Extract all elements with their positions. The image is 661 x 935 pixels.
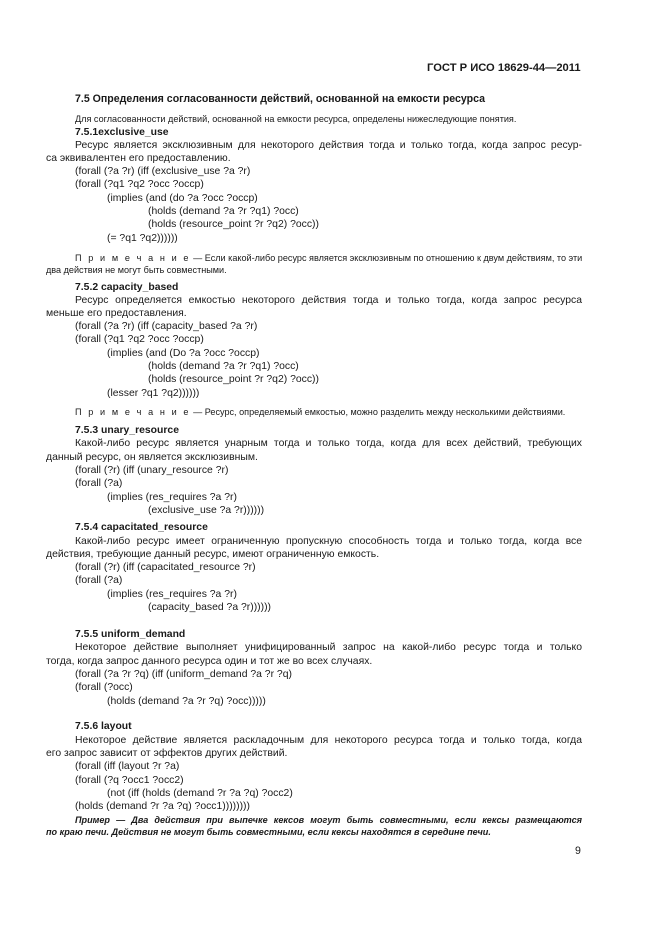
section-7-5-title: 7.5 Определения согласованности действий, основанной на емкости ресурса <box>75 93 486 105</box>
code-line: (= ?q1 ?q2)))))) <box>107 233 178 244</box>
section-7-5-4-definition-line-1: Какой-либо ресурс имеет ограниченную пропускную способность тогда и только тогда, когда все <box>75 536 582 547</box>
code-line: (implies (and (do ?a ?occ ?occp) <box>107 193 258 204</box>
note-label: П р и м е ч а н и е <box>75 253 191 263</box>
section-7-5-1-note-line-2: два действия не могут быть совместными. <box>46 265 227 275</box>
code-line: (holds (resource_point ?r ?q2) ?occ)) <box>148 374 319 385</box>
example-line-2: по краю печи. Действия не могут быть совместными, если кексы находятся в середине печи. <box>46 827 491 837</box>
section-7-5-2-definition-line-1: Ресурс определяется емкостью некоторого действия тогда и только тогда, когда запрос ресурса <box>75 295 582 306</box>
example-line-1: Пример — Два действия при выпечке кексов могут быть совместными, если кексы размещаются <box>75 815 582 825</box>
code-line: (forall (?a ?r) (iff (capacity_based ?a ?r) <box>75 321 258 332</box>
note-text: — Если какой-либо ресурс является эксклюзивным по отношению к двум действиям, то эти <box>190 253 583 263</box>
code-line: (holds (resource_point ?r ?q2) ?occ)) <box>148 219 319 230</box>
code-line: (not (iff (holds (demand ?r ?a ?q) ?occ2) <box>107 788 293 799</box>
code-line: (forall (?occ) <box>75 682 133 693</box>
section-7-5-6-definition-line-1: Некоторое действие является раскладочным для некоторого ресурса тогда и только тогда, когда <box>75 735 582 746</box>
code-line: (forall (?q1 ?q2 ?occ ?occp) <box>75 334 204 345</box>
section-7-5-6-title: 7.5.6 layout <box>75 721 132 732</box>
section-7-5-5-definition-line-2: тогда, когда запрос данного ресурса один и тот же во всех случаях. <box>46 656 373 667</box>
section-7-5-5-title: 7.5.5 uniform_demand <box>75 629 186 640</box>
code-line: (implies (res_requires ?a ?r) <box>107 492 237 503</box>
note-label: П р и м е ч а н и е <box>75 407 191 417</box>
section-7-5-2-definition-line-2: меньше его предоставления. <box>46 308 187 319</box>
section-7-5-1-title: 7.5.1exclusive_use <box>75 127 169 138</box>
code-line: (exclusive_use ?a ?r)))))) <box>148 505 265 516</box>
section-7-5-2-title: 7.5.2 capacity_based <box>75 282 179 293</box>
section-7-5-3-definition-line-1: Какой-либо ресурс является унарным тогда и только тогда, когда для всех действий, требующих <box>75 438 582 449</box>
section-7-5-6-definition-line-2: его запрос зависит от эффектов других действий. <box>46 748 288 759</box>
section-7-5-1-definition-line-1: Ресурс является эксклюзивным для некоторого действия тогда и только тогда, когда запрос ресур- <box>75 140 582 151</box>
section-7-5-4-definition-line-2: действия, требующие данный ресурс, имеют ограниченную емкость. <box>46 549 380 560</box>
section-7-5-5-definition-line-1: Некоторое действие выполняет унифицированный запрос на какой-либо ресурс тогда и только <box>75 642 582 653</box>
code-line: (forall (?r) (iff (capacitated_resource ?r) <box>75 562 256 573</box>
document-id-header: ГОСТ Р ИСО 18629-44—2011 <box>427 62 581 74</box>
section-7-5-intro: Для согласованности действий, основанной на емкости ресурса, определены нижеследующие понятия. <box>75 114 517 124</box>
section-7-5-3-definition-line-2: данный ресурс, он является эксклюзивным. <box>46 452 258 463</box>
code-line: (forall (?a ?r) (iff (exclusive_use ?a ?r) <box>75 166 251 177</box>
section-7-5-3-title: 7.5.3 unary_resource <box>75 425 179 436</box>
section-7-5-1-definition-line-2: са эквивалентен его предоставлению. <box>46 153 231 164</box>
section-7-5-2-note <box>75 406 565 419</box>
section-7-5-4-title: 7.5.4 capacitated_resource <box>75 522 208 533</box>
code-line: (forall (?a ?r ?q) (iff (uniform_demand ?a ?r ?q) <box>75 669 292 680</box>
code-line: (lesser ?q1 ?q2)))))) <box>107 388 200 399</box>
code-line: (implies (res_requires ?a ?r) <box>107 589 237 600</box>
code-line: (forall (?q ?occ1 ?occ2) <box>75 775 184 786</box>
note-text: — Ресурс, определяемый емкостью, можно разделить между несколькими действиями. <box>190 407 566 417</box>
code-line: (holds (demand ?a ?r ?q) ?occ))))) <box>107 696 266 707</box>
code-line: (forall (iff (layout ?r ?a) <box>75 761 180 772</box>
code-line: (forall (?a) <box>75 478 123 489</box>
code-line: (implies (and (Do ?a ?occ ?occp) <box>107 348 260 359</box>
code-line: (capacity_based ?a ?r)))))) <box>148 602 271 613</box>
code-line: (forall (?r) (iff (unary_resource ?r) <box>75 465 229 476</box>
code-line: (forall (?a) <box>75 575 123 586</box>
code-line: (holds (demand ?a ?r ?q1) ?occ) <box>148 361 299 372</box>
page-number: 9 <box>575 845 581 857</box>
code-line: (forall (?q1 ?q2 ?occ ?occp) <box>75 179 204 190</box>
code-line: (holds (demand ?a ?r ?q1) ?occ) <box>148 206 299 217</box>
code-line: (holds (demand ?r ?a ?q) ?occ1)))))))) <box>75 801 250 812</box>
